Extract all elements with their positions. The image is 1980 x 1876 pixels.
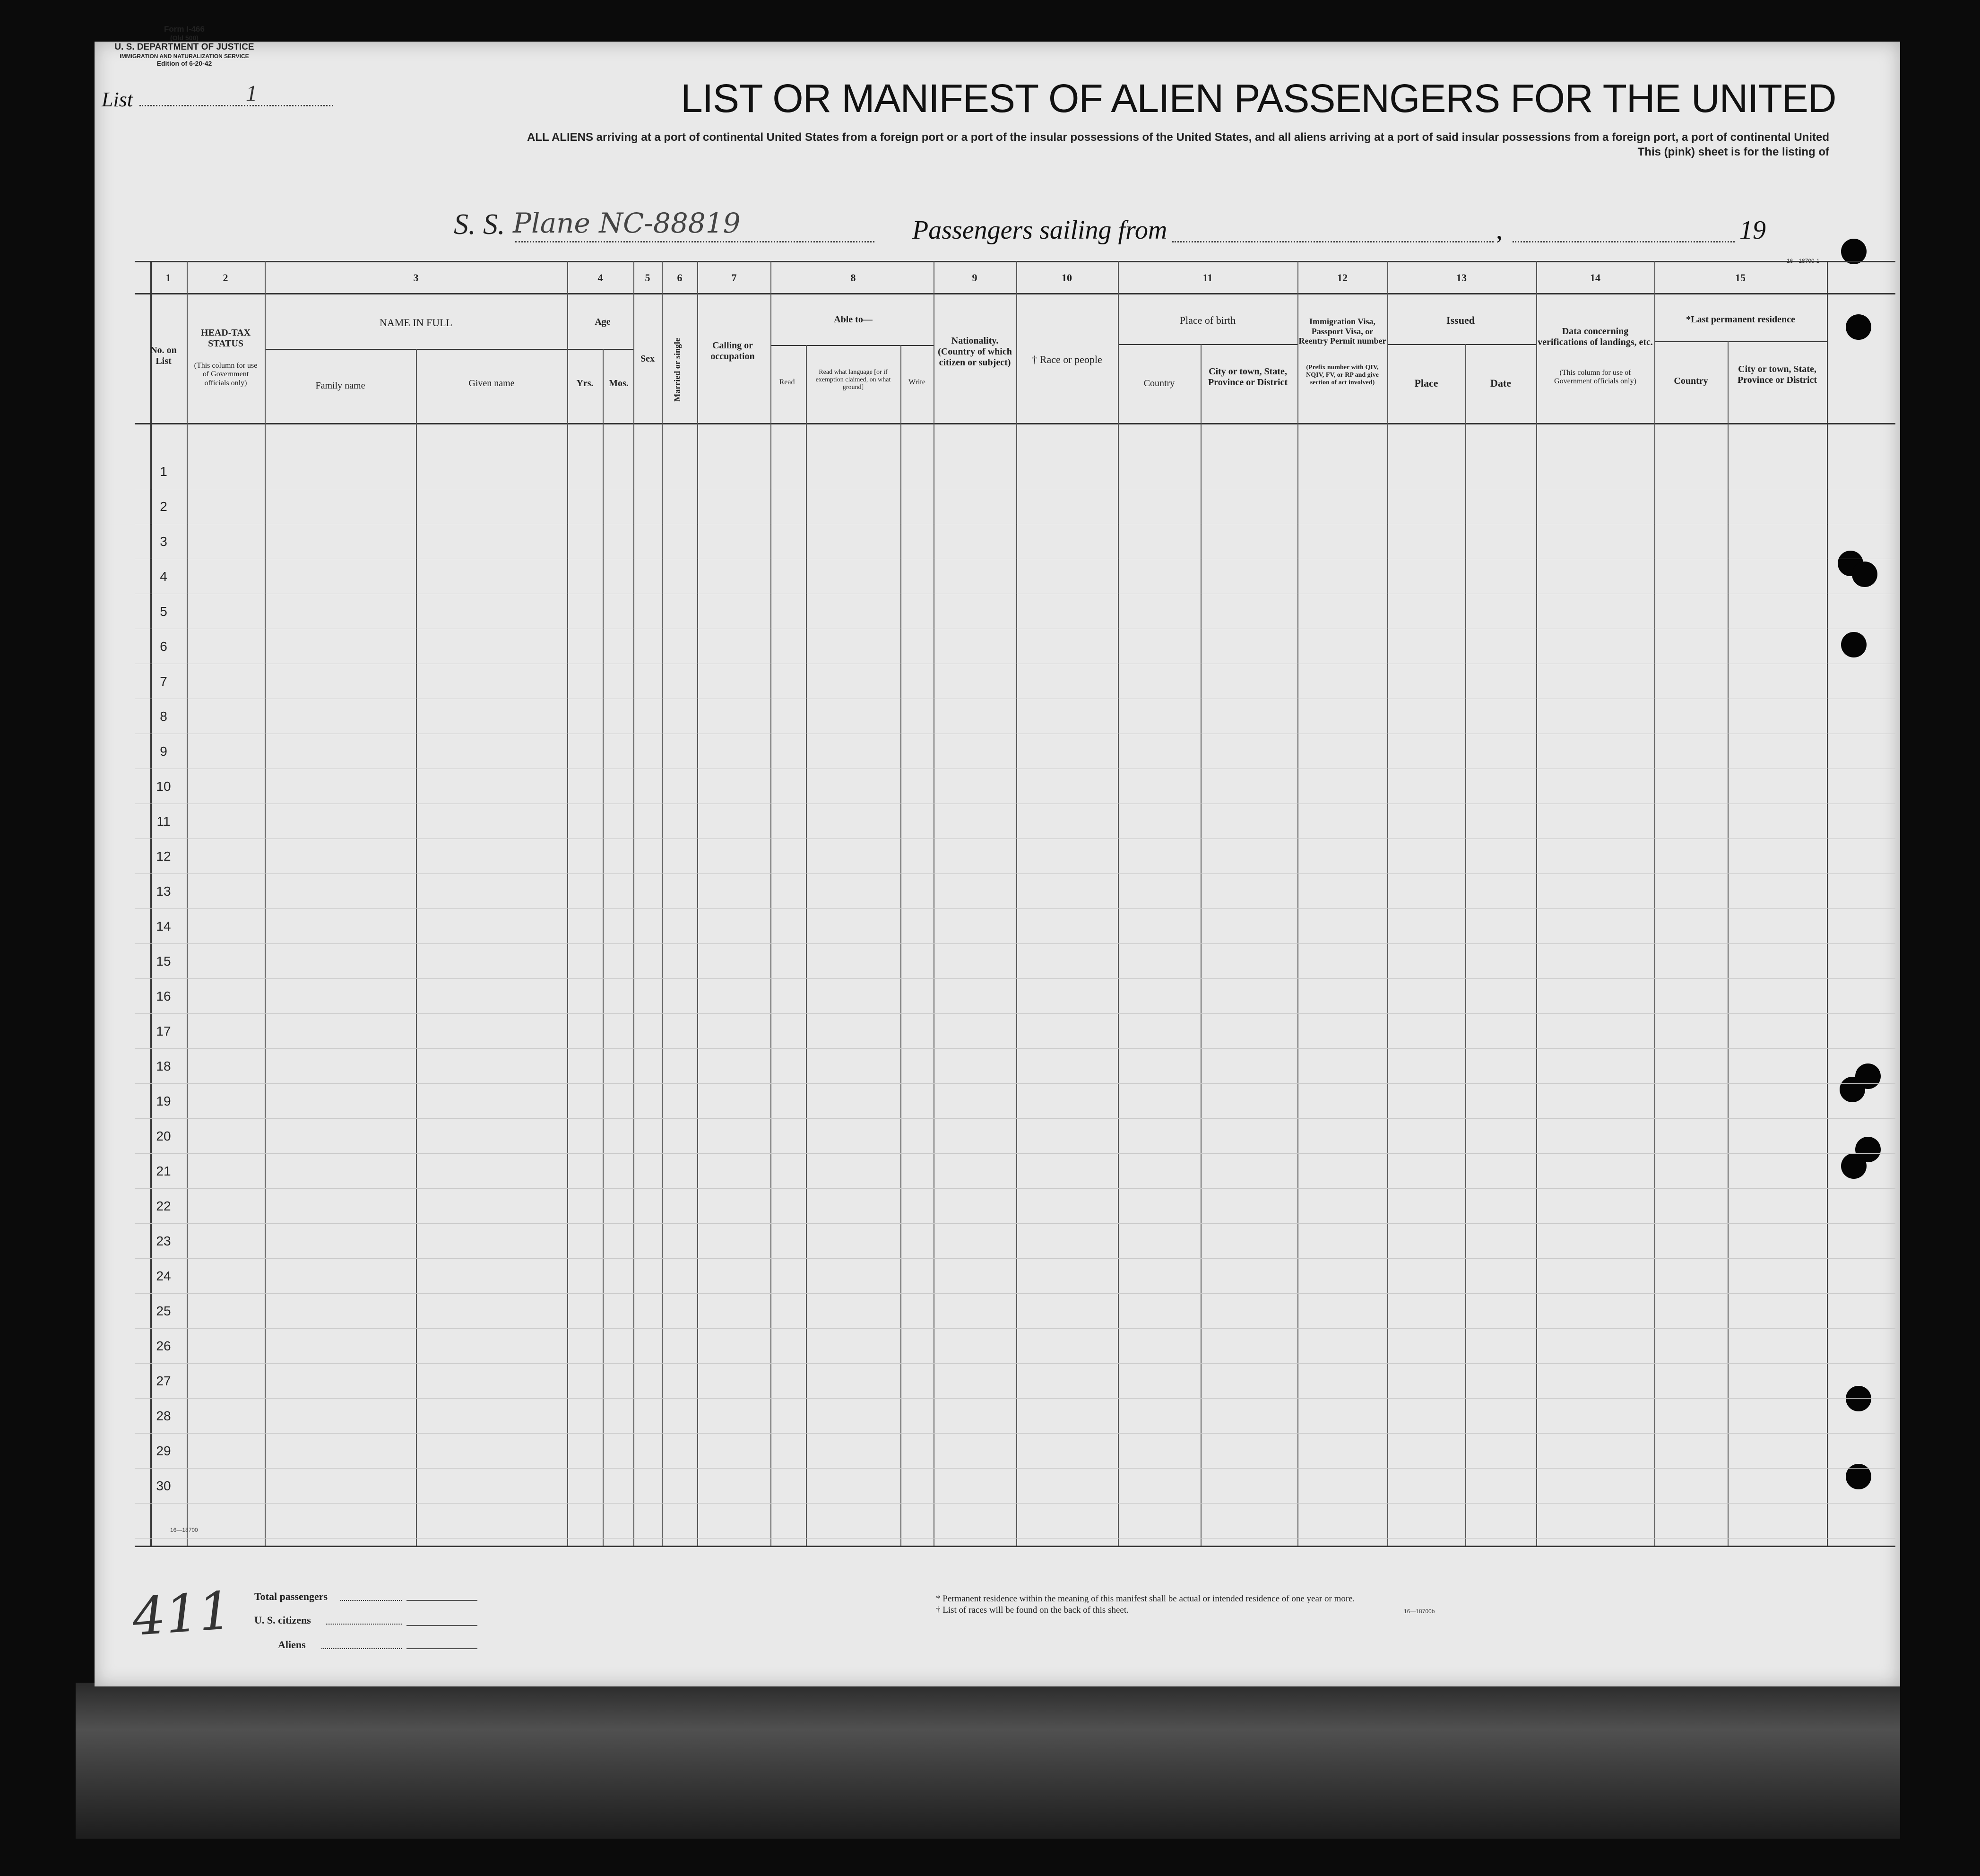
row-number: 2 bbox=[160, 499, 167, 514]
column-number: 1 bbox=[165, 272, 171, 284]
table-bottom-border bbox=[135, 1546, 1895, 1547]
year-prefix: 19 bbox=[1739, 216, 1766, 245]
column-number: 6 bbox=[677, 272, 683, 284]
table-row-line bbox=[135, 1293, 1895, 1294]
row-number: 9 bbox=[160, 744, 167, 759]
column-number: 14 bbox=[1590, 272, 1600, 284]
row-number: 20 bbox=[156, 1129, 171, 1143]
row-number: 7 bbox=[160, 674, 167, 689]
column-number: 2 bbox=[223, 272, 228, 284]
header-write: Write bbox=[908, 378, 925, 386]
subtitle-line-2: This (pink) sheet is for the listing of bbox=[1637, 146, 1829, 159]
table-top-border bbox=[135, 261, 1895, 262]
form-old-number: (Old 500) bbox=[170, 34, 199, 42]
department: U. S. DEPARTMENT OF JUSTICE bbox=[114, 42, 254, 52]
bottom-left-code: 16—18700 bbox=[170, 1527, 198, 1533]
header-head-tax-note: (This column for use of Government officials only) bbox=[194, 362, 258, 387]
column-divider bbox=[900, 345, 901, 1546]
manifest-sheet bbox=[95, 42, 1900, 1686]
header-birth-city: City or town, State, Province or District bbox=[1208, 366, 1288, 388]
column-divider bbox=[1201, 344, 1202, 1546]
header-able-to: Able to— bbox=[834, 314, 873, 325]
vessel-prefix: S. S. bbox=[454, 208, 505, 241]
footer-citizens-label: U. S. citizens bbox=[254, 1614, 311, 1626]
header-last-residence: *Last permanent residence bbox=[1686, 314, 1795, 325]
column-divider bbox=[806, 345, 807, 1546]
sub-header-border bbox=[567, 349, 633, 350]
row-number: 30 bbox=[156, 1478, 171, 1493]
column-number: 9 bbox=[972, 272, 977, 284]
table-row-line bbox=[135, 1118, 1895, 1119]
column-number: 10 bbox=[1062, 272, 1072, 284]
footnote-races: † List of races will be found on the back of this sheet. bbox=[936, 1605, 1129, 1615]
punch-hole bbox=[1846, 1386, 1871, 1411]
column-divider bbox=[1118, 261, 1119, 1546]
row-number: 25 bbox=[156, 1304, 171, 1318]
table-row-line bbox=[135, 1258, 1895, 1259]
table-row-line bbox=[135, 1468, 1895, 1469]
header-visa-note: (Prefix number with QIV, NQIV, FV, or RP and give section of act involved) bbox=[1306, 364, 1379, 387]
vessel-line bbox=[515, 241, 874, 242]
row-number: 28 bbox=[156, 1409, 171, 1423]
footer-citizens-line bbox=[406, 1625, 477, 1626]
row-number: 14 bbox=[156, 919, 171, 934]
header-head-tax: HEAD-TAX STATUS bbox=[200, 328, 251, 349]
column-divider bbox=[1827, 261, 1828, 1546]
header-mos: Mos. bbox=[609, 378, 629, 389]
row-number: 24 bbox=[156, 1269, 171, 1283]
row-number: 4 bbox=[160, 569, 167, 584]
header-issued: Issued bbox=[1446, 314, 1475, 326]
footer-aliens-dots bbox=[321, 1648, 402, 1649]
footer-total-label: Total passengers bbox=[254, 1591, 328, 1602]
service: IMMIGRATION AND NATURALIZATION SERVICE bbox=[120, 52, 249, 60]
footer-aliens-line bbox=[406, 1648, 477, 1649]
row-number: 8 bbox=[160, 709, 167, 724]
column-number: 13 bbox=[1456, 272, 1467, 284]
vessel-name: Plane NC-88819 bbox=[513, 207, 741, 239]
table-row-line bbox=[135, 1538, 1895, 1539]
header-race: † Race or people bbox=[1032, 354, 1102, 365]
header-given-name: Given name bbox=[468, 378, 515, 389]
row-number: 1 bbox=[160, 464, 167, 479]
table-row-line bbox=[135, 1223, 1895, 1224]
header-bottom-border bbox=[135, 423, 1895, 424]
column-divider bbox=[697, 261, 698, 1546]
list-line bbox=[139, 105, 333, 106]
header-no-on-list: No. on List bbox=[150, 345, 177, 366]
column-number: 15 bbox=[1735, 272, 1746, 284]
footer-total-dots bbox=[340, 1600, 402, 1601]
table-row-line bbox=[135, 1048, 1895, 1049]
table-row-line bbox=[135, 1433, 1895, 1434]
list-label: List bbox=[102, 88, 133, 111]
table-row-line bbox=[135, 1153, 1895, 1154]
column-divider bbox=[1536, 261, 1537, 1546]
column-number: 12 bbox=[1337, 272, 1348, 284]
header-yrs: Yrs. bbox=[576, 378, 594, 389]
row-number: 6 bbox=[160, 639, 167, 654]
header-place-of-birth: Place of birth bbox=[1179, 314, 1236, 326]
header-res-city: City or town, State, Province or District bbox=[1737, 364, 1817, 385]
column-divider bbox=[567, 261, 568, 1546]
header-name-in-full: NAME IN FULL bbox=[380, 317, 452, 329]
table-row-line bbox=[135, 1398, 1895, 1399]
handwritten-count: 411 bbox=[130, 1580, 234, 1648]
table-row-line bbox=[135, 943, 1895, 944]
edition: Edition of 6-20-42 bbox=[156, 60, 212, 68]
sailing-date-line bbox=[1513, 241, 1735, 242]
column-divider bbox=[603, 349, 604, 1546]
header-sex: Sex bbox=[640, 354, 655, 364]
column-divider bbox=[265, 261, 266, 1546]
sub-header-border bbox=[770, 345, 934, 346]
punch-hole bbox=[1841, 239, 1867, 264]
row-number: 19 bbox=[156, 1094, 171, 1108]
column-number: 4 bbox=[597, 272, 603, 284]
header-data-concerning: Data concerning verifications of landings, etc. bbox=[1538, 326, 1653, 347]
row-number: 27 bbox=[156, 1374, 171, 1388]
sailing-from-label: Passengers sailing from bbox=[912, 216, 1167, 245]
top-form-code: 16—18700-1 bbox=[1787, 258, 1820, 264]
row-number: 16 bbox=[156, 989, 171, 1003]
column-divider bbox=[662, 261, 663, 1546]
column-divider bbox=[1387, 261, 1388, 1546]
column-divider bbox=[416, 349, 417, 1546]
row-number: 12 bbox=[156, 849, 171, 864]
form-number: Form I-466 bbox=[164, 25, 205, 34]
row-number: 17 bbox=[156, 1024, 171, 1038]
row-number: 29 bbox=[156, 1444, 171, 1458]
form-identifier bbox=[102, 25, 267, 68]
header-nationality: Nationality. (Country of which citizen or subject) bbox=[938, 336, 1012, 368]
header-number-row-border bbox=[135, 293, 1895, 294]
subtitle-line-1: ALL ALIENS arriving at a port of continental United States from a foreign port or a port of the insular possessions of the United States, and all aliens arriving at a port of said insular possessions from a foreign port, a port of continental United bbox=[527, 131, 1829, 144]
table-row-line bbox=[135, 1083, 1895, 1084]
punch-hole bbox=[1852, 562, 1877, 587]
header-age: Age bbox=[595, 317, 611, 327]
header-res-country: Country bbox=[1674, 376, 1708, 386]
sub-header-border bbox=[1118, 344, 1297, 345]
column-divider bbox=[1297, 261, 1298, 1546]
table-row-line bbox=[135, 1188, 1895, 1189]
footer-citizens-dots bbox=[326, 1624, 402, 1625]
row-number: 11 bbox=[156, 814, 171, 829]
column-divider bbox=[770, 261, 771, 1546]
punch-hole bbox=[1840, 1077, 1865, 1102]
row-number: 26 bbox=[156, 1339, 171, 1353]
scan-bottom-edge bbox=[76, 1683, 1900, 1839]
header-data-note: (This column for use of Government officials only) bbox=[1554, 369, 1636, 386]
header-date: Date bbox=[1490, 377, 1511, 389]
column-divider bbox=[633, 261, 634, 1546]
column-number: 3 bbox=[413, 272, 419, 284]
table-row-line bbox=[135, 873, 1895, 874]
punch-hole bbox=[1846, 314, 1871, 340]
column-number: 8 bbox=[850, 272, 856, 284]
footer-aliens-label: Aliens bbox=[278, 1639, 306, 1651]
header-birth-country: Country bbox=[1143, 378, 1175, 389]
footer-total-line bbox=[406, 1600, 477, 1601]
row-number: 15 bbox=[156, 954, 171, 968]
row-number: 13 bbox=[156, 884, 171, 899]
comma: , bbox=[1496, 216, 1503, 245]
footer-code: 16—18700b bbox=[1404, 1608, 1435, 1615]
page-title: LIST OR MANIFEST OF ALIEN PASSENGERS FOR THE UNITED bbox=[681, 76, 1836, 121]
header-read: Read bbox=[779, 378, 795, 386]
column-number: 5 bbox=[645, 272, 650, 284]
table-row-line bbox=[135, 1328, 1895, 1329]
header-married: Married or single bbox=[672, 338, 682, 402]
table-row-line bbox=[135, 1363, 1895, 1364]
column-number: 7 bbox=[731, 272, 737, 284]
table-row-line bbox=[135, 1503, 1895, 1504]
column-divider bbox=[187, 261, 188, 1546]
table-row-line bbox=[135, 908, 1895, 909]
list-value: 1 bbox=[246, 81, 257, 106]
row-number: 10 bbox=[156, 779, 171, 794]
column-divider bbox=[1465, 344, 1466, 1546]
column-divider bbox=[1654, 261, 1655, 1546]
header-family-name: Family name bbox=[315, 380, 365, 391]
column-divider bbox=[1016, 261, 1017, 1546]
header-place: Place bbox=[1414, 377, 1438, 389]
header-calling: Calling or occupation bbox=[710, 340, 755, 362]
column-number: 11 bbox=[1202, 272, 1213, 284]
row-number: 18 bbox=[156, 1059, 171, 1073]
row-number: 3 bbox=[160, 534, 167, 549]
table-row-line bbox=[135, 1013, 1895, 1014]
row-number: 22 bbox=[156, 1199, 171, 1213]
punch-hole bbox=[1841, 1153, 1867, 1179]
sub-header-border bbox=[1654, 341, 1827, 342]
header-visa: Immigration Visa, Passport Visa, or Reentry Permit number bbox=[1298, 317, 1386, 346]
header-read-language: Read what language [or if exemption claimed, on what ground] bbox=[815, 369, 891, 391]
punch-hole bbox=[1841, 632, 1867, 657]
sub-header-border bbox=[1387, 344, 1536, 345]
sailing-port-line bbox=[1172, 241, 1494, 242]
footnote-residence: * Permanent residence within the meaning of this manifest shall be actual or intended residence of one year or more. bbox=[936, 1594, 1355, 1604]
table-row-line bbox=[135, 978, 1895, 979]
row-number: 5 bbox=[160, 604, 167, 619]
row-number: 21 bbox=[156, 1164, 171, 1178]
row-number: 23 bbox=[156, 1234, 171, 1248]
subtitle bbox=[350, 130, 1829, 159]
